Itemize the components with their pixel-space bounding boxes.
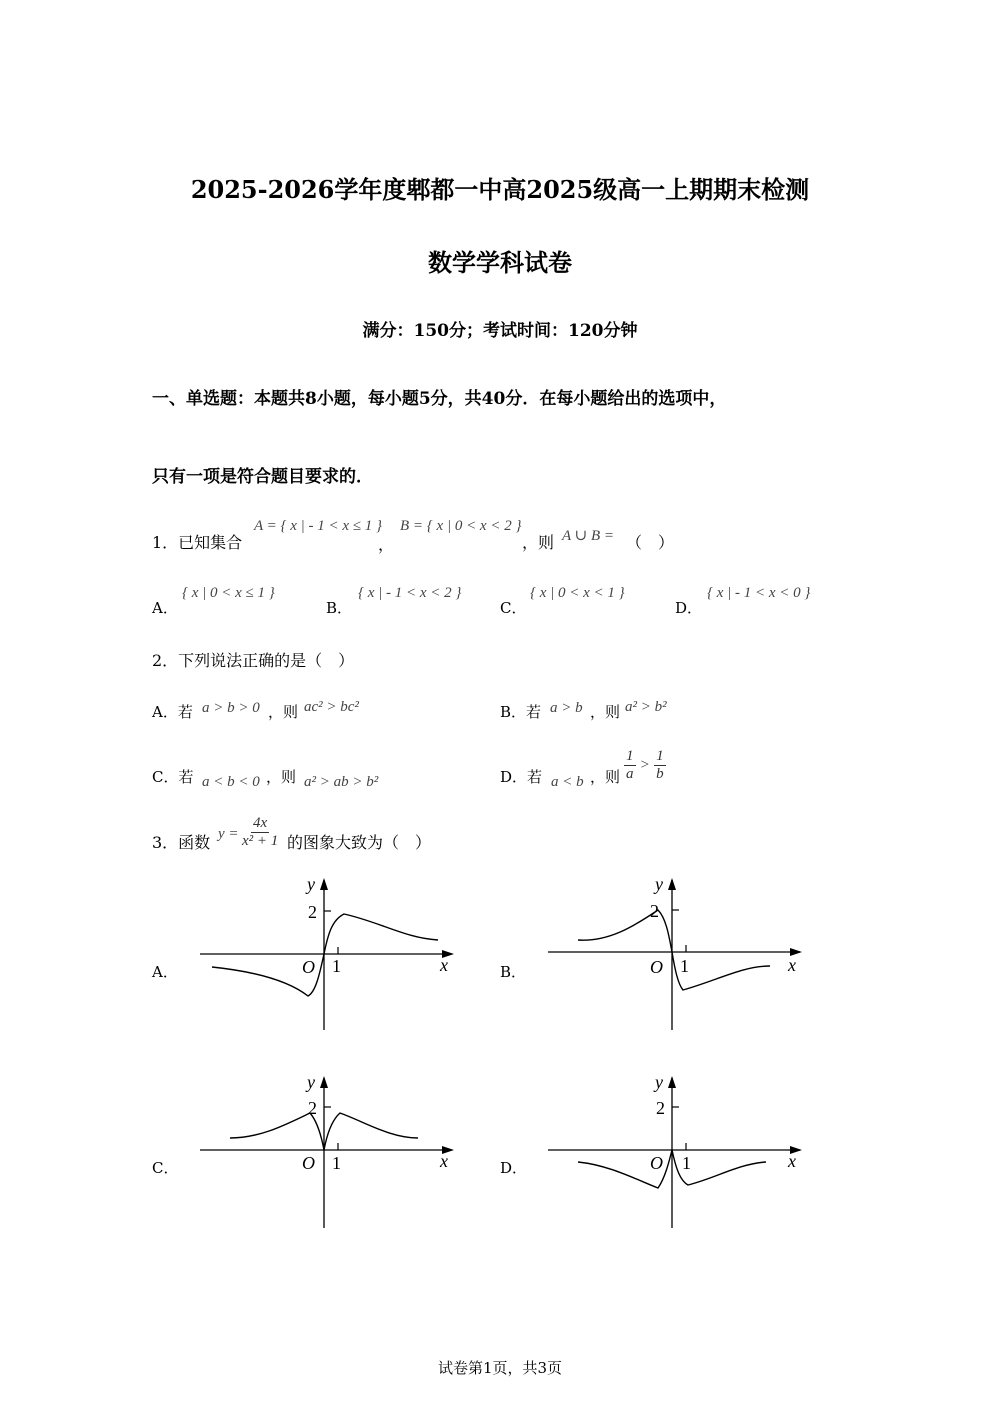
x-axis-label: x — [788, 955, 796, 975]
q3-denominator: x² + 1 — [242, 833, 279, 849]
q3-graph-d-label: D． — [500, 1159, 528, 1177]
q1-paren: （ ） — [626, 533, 675, 552]
q2-option-c-cond: a < b < 0 — [202, 774, 260, 790]
x-axis-label: x — [788, 1151, 796, 1171]
q3-prefix: 3．函数 — [152, 833, 211, 852]
x-tick-label: 1 — [680, 956, 689, 976]
origin-label: O — [302, 1153, 315, 1173]
curve — [578, 910, 770, 990]
q1-set-b: B = { x | 0 < x < 2 } — [400, 518, 522, 534]
q2-d-left-den: a — [626, 766, 634, 782]
q1-option-a: { x | 0 < x ≤ 1 } — [182, 585, 275, 601]
x-axis-label: x — [440, 1151, 448, 1171]
q2-option-b-then: ，则 — [590, 703, 621, 721]
y-axis-label: y — [655, 874, 663, 894]
y-axis-arrow — [668, 878, 676, 890]
section-heading-line1: 一、单选题：本题共8小题，每小题5分，共40分．在每小题给出的选项中， — [152, 389, 727, 409]
exam-subtitle: 数学学科试卷 — [428, 248, 572, 277]
q1-option-d: { x | - 1 < x < 0 } — [707, 585, 811, 601]
q3-graph-a-label: A． — [152, 963, 178, 981]
q1-option-a-label: A． — [152, 599, 178, 617]
exam-title: 2025-2026学年度郫都一中高2025级高一上期期末检测 — [190, 175, 810, 204]
q2-option-c-label: C．若 — [152, 768, 194, 786]
q1-comma: ， — [378, 535, 395, 554]
q1-then: ，则 — [522, 533, 555, 552]
q2-option-b-result: a² > b² — [625, 699, 667, 715]
q3-y: y = — [218, 826, 239, 842]
y-axis-arrow — [668, 1076, 676, 1088]
q2-option-a-then: ，则 — [268, 703, 299, 721]
x-tick-label: 1 — [332, 956, 341, 976]
q1-prefix: 1．已知集合 — [152, 533, 243, 552]
x-tick-label: 1 — [682, 1153, 691, 1173]
q1-option-c: { x | 0 < x < 1 } — [530, 585, 625, 601]
curve — [212, 914, 438, 996]
y-tick-label: 2 — [656, 1098, 665, 1118]
q1-option-b-label: B． — [326, 599, 353, 617]
origin-label: O — [650, 957, 663, 977]
q2-option-c-result: a² > ab > b² — [304, 774, 379, 790]
q3-graph-d — [538, 1070, 818, 1235]
q3-fraction — [242, 815, 278, 850]
q2-option-d-inequality — [624, 748, 666, 783]
q3-graph-b-label: B． — [500, 963, 527, 981]
x-axis-label: x — [440, 955, 448, 975]
origin-label: O — [302, 957, 315, 977]
page-footer: 试卷第1页，共3页 — [437, 1359, 563, 1377]
q2-d-left-fraction — [624, 748, 636, 783]
q2-d-right-fraction — [654, 748, 666, 783]
section-heading-line2: 只有一项是符合题目要求的． — [152, 467, 373, 487]
q1-set-a: A = { x | - 1 < x ≤ 1 } — [254, 518, 383, 534]
q2-d-left-num: 1 — [626, 748, 634, 764]
q2-option-b-cond: a > b — [550, 700, 583, 716]
y-axis-label: y — [307, 874, 315, 894]
y-axis-label: y — [655, 1072, 663, 1092]
y-axis-label: y — [307, 1072, 315, 1092]
q3-graph-a — [190, 872, 470, 1037]
q1-option-b: { x | - 1 < x < 2 } — [358, 585, 462, 601]
origin-label: O — [650, 1153, 663, 1173]
q2-option-a-result: ac² > bc² — [304, 699, 359, 715]
q2-option-a-cond: a > b > 0 — [202, 700, 260, 716]
q3-graph-b — [538, 872, 818, 1037]
q3-numerator: 4x — [253, 815, 268, 831]
q2-option-d-then: ，则 — [590, 768, 621, 786]
q2-option-c-then: ，则 — [266, 768, 297, 786]
q1-option-d-label: D． — [675, 599, 703, 617]
q1-union: A ∪ B = — [562, 528, 614, 544]
q2-d-right-num: 1 — [656, 748, 664, 764]
y-axis-arrow — [320, 1076, 328, 1088]
q2-option-a-label: A．若 — [152, 703, 193, 721]
y-tick-label: 2 — [308, 902, 317, 922]
q1-option-c-label: C． — [500, 599, 527, 617]
q2-option-d-cond: a < b — [551, 774, 584, 790]
y-tick-label: 2 — [308, 1098, 317, 1118]
q2-d-right-den: b — [656, 766, 664, 782]
exam-meta: 满分：150分；考试时间：120分钟 — [362, 321, 638, 341]
q3-suffix: 的图象大致为（ ） — [287, 833, 432, 852]
q3-graph-c — [190, 1070, 470, 1235]
q3-graph-c-label: C． — [152, 1159, 179, 1177]
y-axis-arrow — [320, 878, 328, 890]
q2-d-gt: > — [640, 757, 650, 773]
q2-option-b-label: B．若 — [500, 703, 542, 721]
y-tick-label: 2 — [650, 901, 659, 921]
q2-option-d-label: D．若 — [500, 768, 543, 786]
x-tick-label: 1 — [332, 1153, 341, 1173]
q2-stem: 2．下列说法正确的是（ ） — [152, 651, 355, 670]
